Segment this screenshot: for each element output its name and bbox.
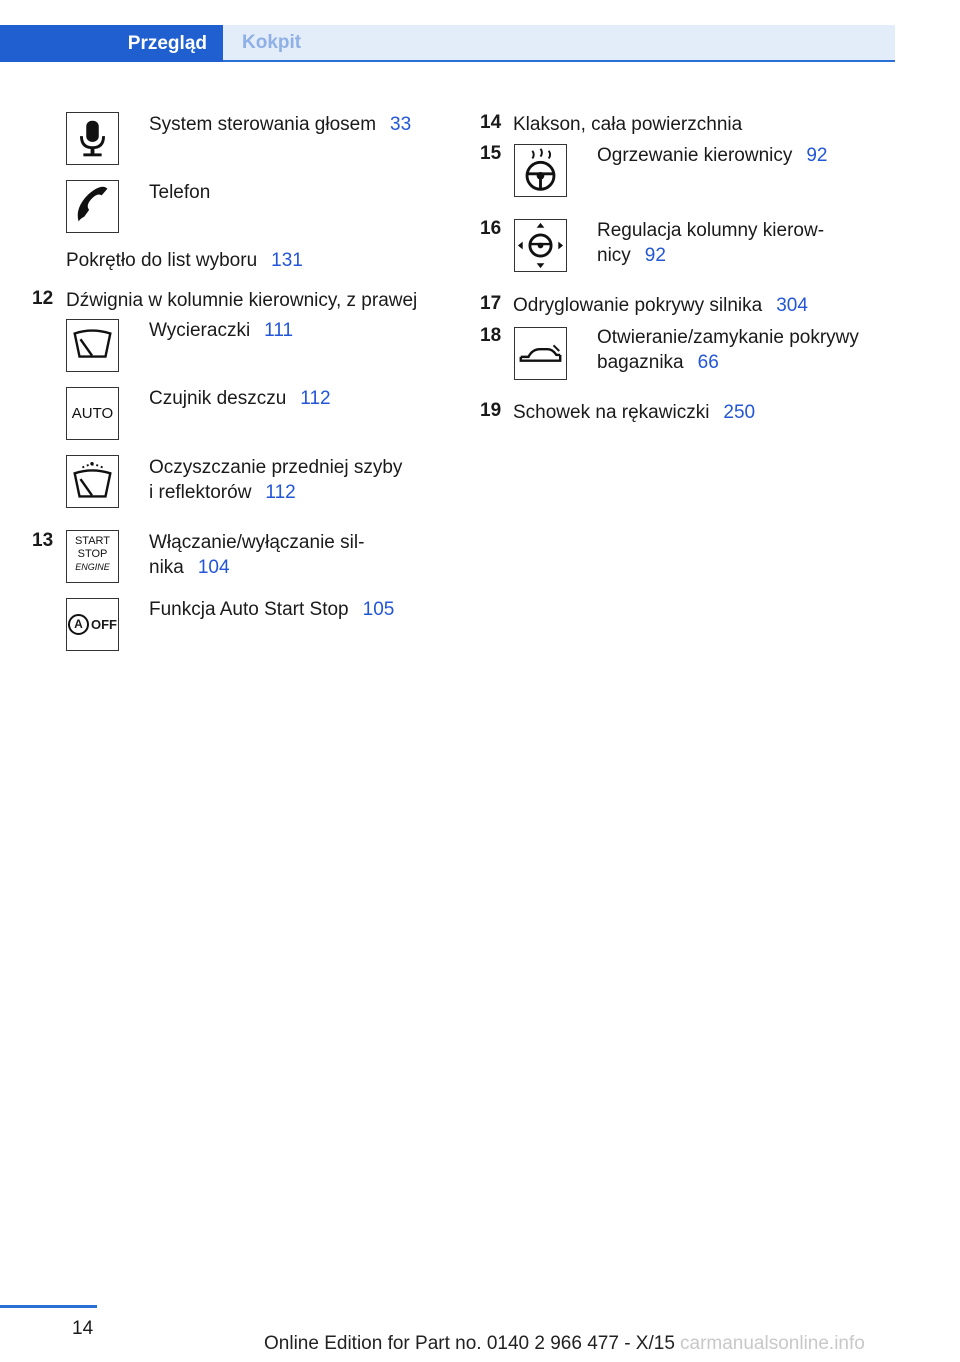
tab-kokpit[interactable]: Kokpit	[223, 25, 895, 60]
start-stop-page-link[interactable]: 104	[197, 557, 230, 578]
footer-rule	[0, 1305, 97, 1308]
voice-control-label: System sterowania głosem	[149, 114, 377, 135]
washer-icon	[66, 455, 119, 508]
voice-control-entry	[149, 112, 411, 137]
heated-wheel-entry	[597, 143, 828, 168]
item-number-17: 17	[480, 293, 502, 314]
start-stop-label-line1: Włączanie/wyłączanie sil-	[149, 532, 365, 553]
item-number-12: 12	[32, 288, 54, 309]
trunk-entry	[597, 325, 859, 375]
start-icon-label: START	[74, 535, 111, 547]
item-number-19: 19	[480, 400, 502, 421]
column-adjust-label-line1: Regulacja kolumny kierow-	[597, 220, 825, 241]
horn-label: Klakson, cała powierzchnia	[513, 114, 743, 135]
heated-steering-wheel-icon	[514, 144, 567, 197]
rain-sensor-entry	[149, 386, 331, 411]
glovebox-label: Schowek na rękawiczki	[513, 402, 710, 423]
auto-start-stop-page-link[interactable]: 105	[362, 599, 395, 620]
item-number-18: 18	[480, 325, 502, 346]
microphone-icon	[66, 112, 119, 165]
off-icon-label: OFF	[91, 617, 117, 632]
wipers-page-link[interactable]: 111	[264, 320, 294, 341]
hood-entry	[513, 293, 808, 318]
hood-page-link[interactable]: 304	[776, 295, 808, 316]
voice-control-page-link[interactable]: 33	[390, 114, 412, 135]
trunk-label-line1: Otwieranie/zamykanie pokrywy	[597, 327, 859, 348]
header-tabs	[0, 25, 895, 62]
rain-sensor-label: Czujnik deszczu	[149, 388, 287, 409]
hood-label: Odryglowanie pokrywy silnika	[513, 295, 763, 316]
auto-start-stop-off-icon	[66, 598, 119, 651]
item-number-16: 16	[480, 218, 502, 239]
auto-start-stop-entry	[149, 597, 394, 622]
heated-wheel-page-link[interactable]: 92	[806, 145, 828, 166]
phone-icon	[66, 180, 119, 233]
stop-icon-label: STOP	[77, 548, 108, 560]
auto-start-stop-label: Funkcja Auto Start Stop	[149, 599, 349, 620]
wiper-icon	[66, 319, 119, 372]
lever-label: Dźwignia w kolumnie kierownicy, z prawej	[66, 290, 418, 311]
wipers-label: Wycieraczki	[149, 320, 251, 341]
phone-label: Telefon	[149, 182, 211, 203]
trunk-page-link[interactable]: 66	[697, 352, 719, 373]
column-adjust-icon	[514, 219, 567, 272]
wipers-entry	[149, 318, 293, 343]
page-number: 14	[72, 1318, 94, 1339]
washer-label-line2: i reflektorów	[149, 482, 252, 503]
watermark: carmanualsonline.info	[680, 1333, 865, 1354]
auto-rain-sensor-icon	[66, 387, 119, 440]
rain-sensor-page-link[interactable]: 112	[300, 388, 331, 409]
auto-icon-label: AUTO	[71, 405, 114, 422]
auto-a-circle-icon: A	[68, 614, 89, 635]
washer-label-line1: Oczyszczanie przedniej szyby	[149, 457, 403, 478]
washer-page-link[interactable]: 112	[265, 482, 296, 503]
start-stop-label-line2: nika	[149, 557, 184, 578]
trunk-label-line2: bagaznika	[597, 352, 684, 373]
knob-label: Pokrętło do list wyboru	[66, 250, 258, 271]
start-stop-icon	[66, 530, 119, 583]
edition-text: Online Edition for Part no. 0140 2 966 477 - X/15	[264, 1333, 675, 1354]
item-number-15: 15	[480, 143, 502, 164]
engine-icon-label: ENGINE	[75, 562, 110, 572]
item-number-14: 14	[480, 112, 502, 133]
tab-przeglad[interactable]: Przegląd	[0, 25, 223, 62]
column-adjust-page-link[interactable]: 92	[644, 245, 666, 266]
washer-entry	[149, 455, 402, 505]
start-stop-entry	[149, 530, 364, 580]
glovebox-page-link[interactable]: 250	[723, 402, 756, 423]
knob-entry	[66, 248, 303, 273]
glovebox-entry	[513, 400, 755, 425]
item-number-13: 13	[32, 530, 54, 551]
knob-page-link[interactable]: 131	[271, 250, 303, 271]
column-adjust-label-line2: nicy	[597, 245, 631, 266]
heated-wheel-label: Ogrzewanie kierownicy	[597, 145, 793, 166]
column-adjust-entry	[597, 218, 824, 268]
trunk-lid-icon	[514, 327, 567, 380]
